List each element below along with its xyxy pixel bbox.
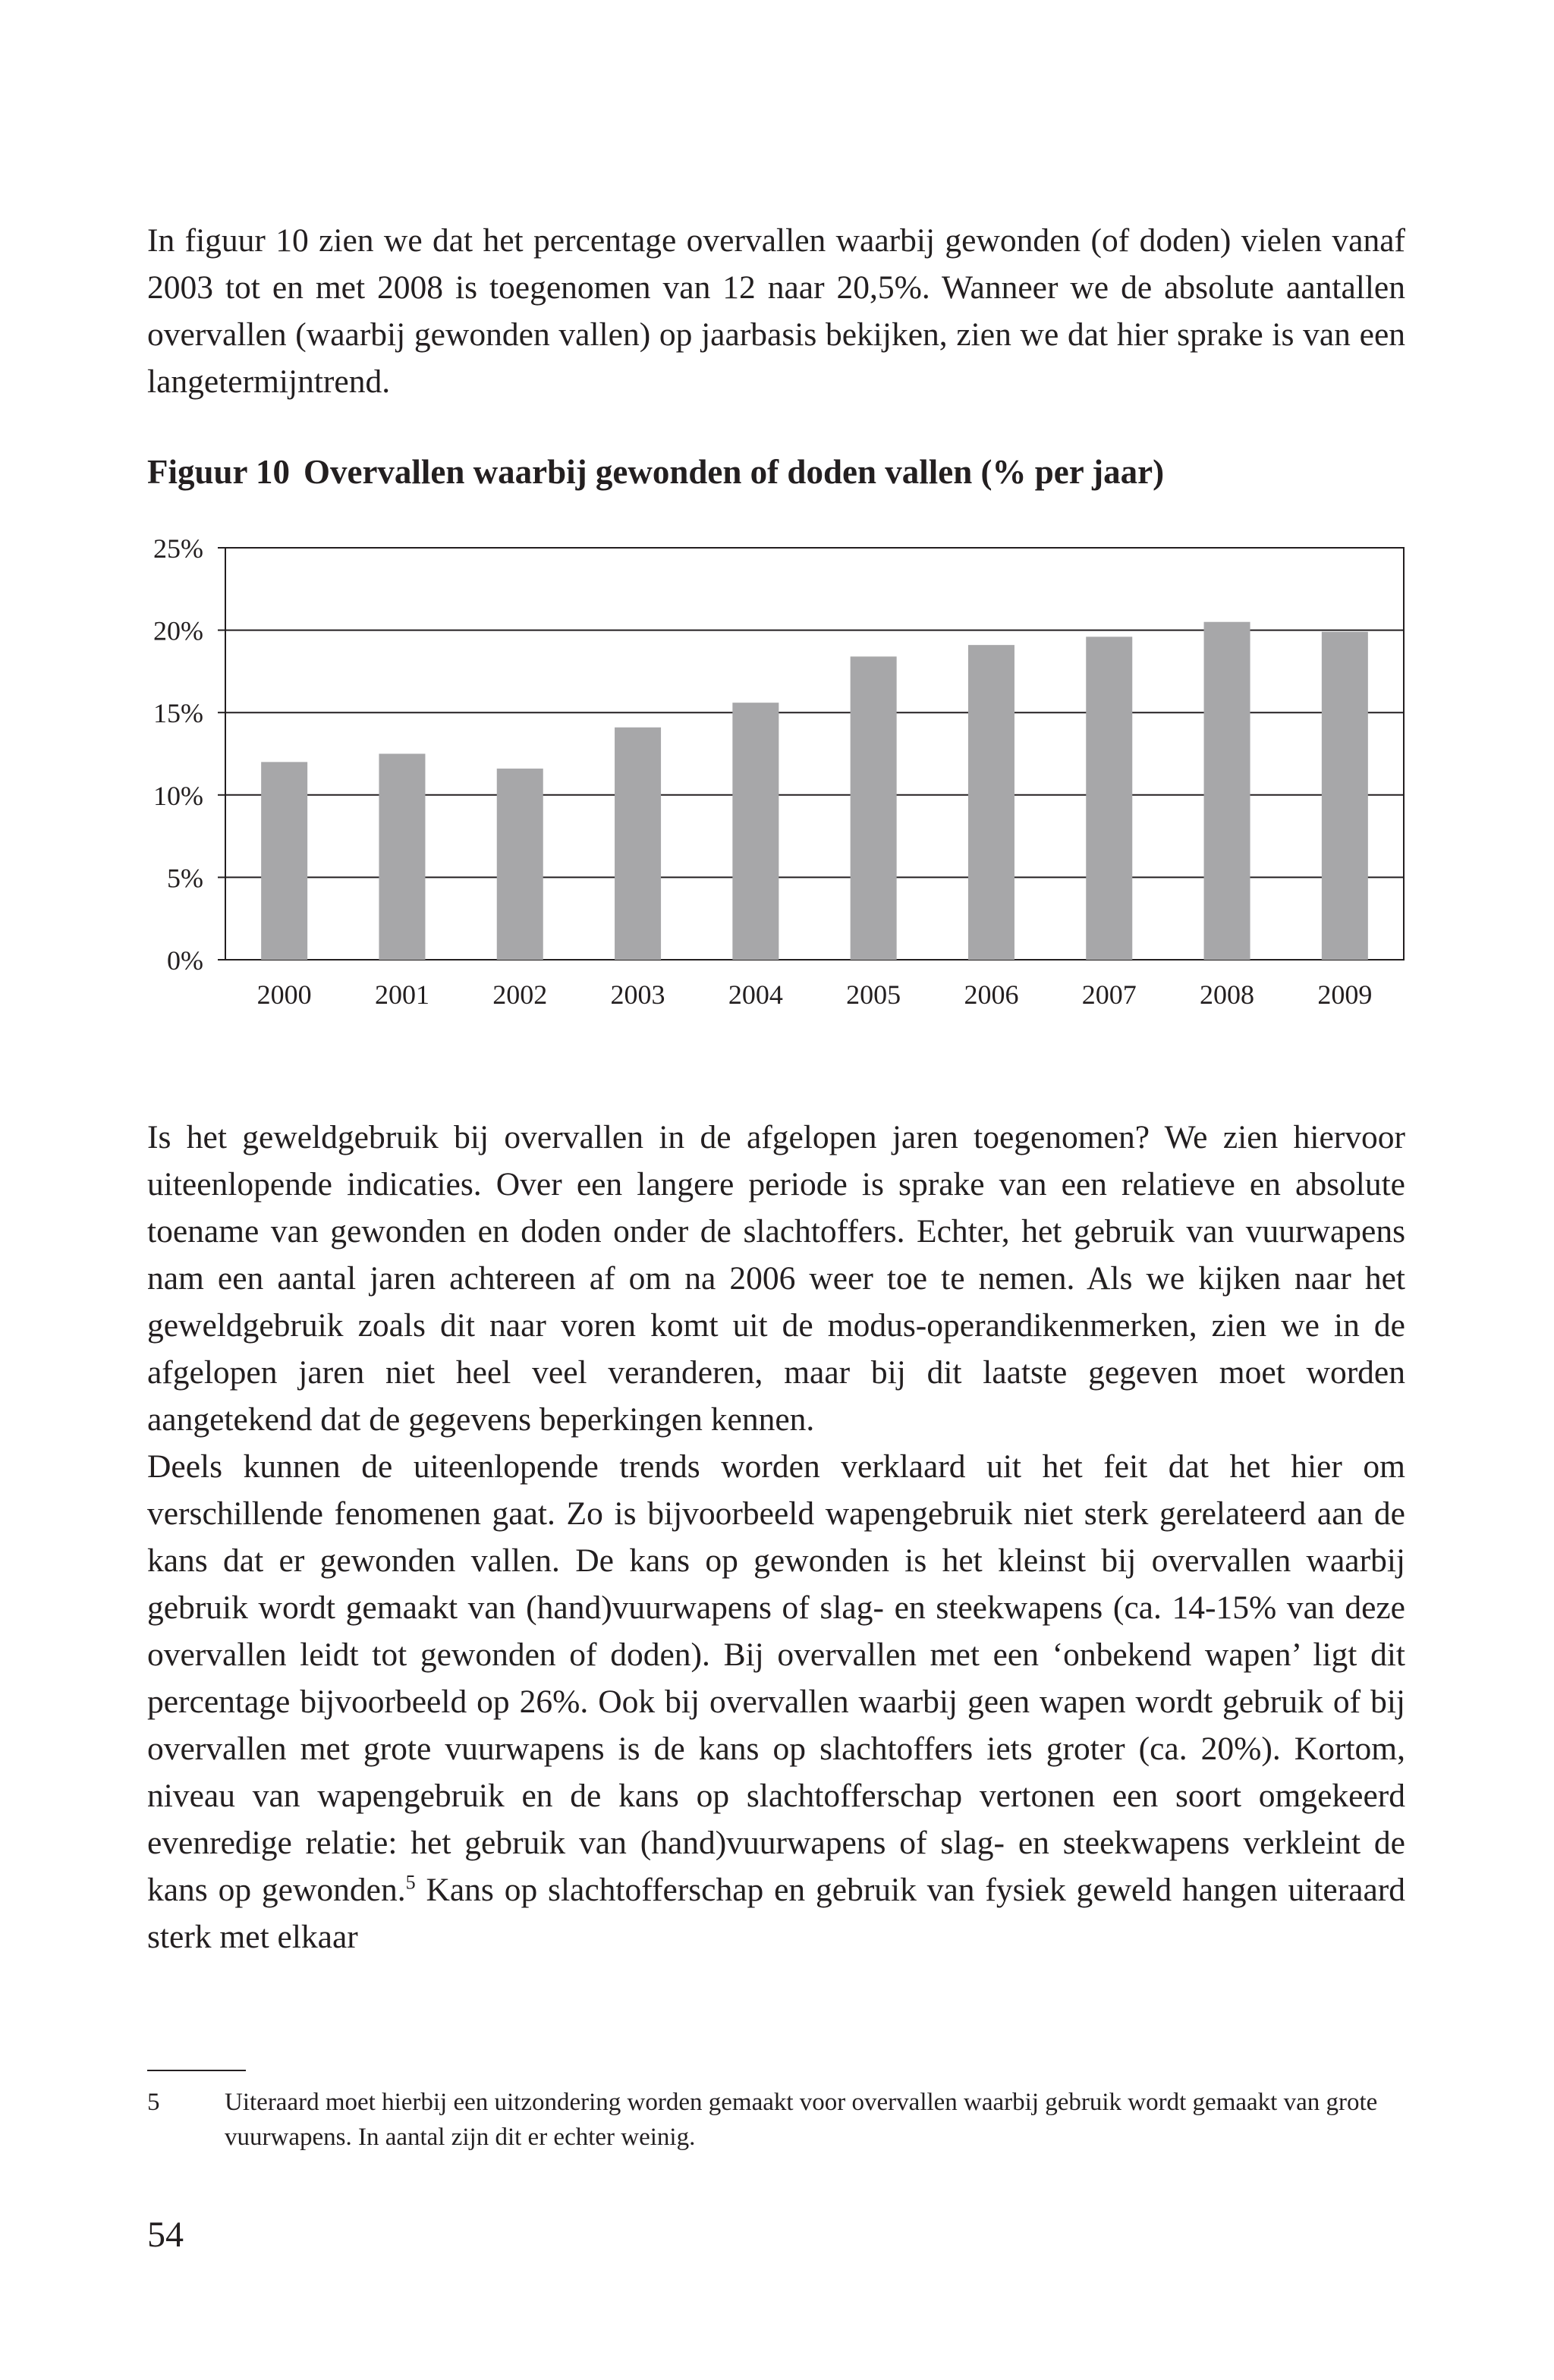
x-tick-label: 2000: [256, 979, 312, 1010]
paragraph-3-text: Deels kunnen de uiteenlopende trends worden verklaard uit het feit dat het hier om verschillende fenomenen gaat. Zo is bijvoorbeeld wapengebruik niet sterk gerelateerd aan de kans dat er gewonden vallen. De kans op gewonden is het kleinst bij overvallen waarbij gebruik wordt gemaakt van (hand)vuurwapens of slag- en steekwapens (ca. 14-15% van deze overvallen leidt tot gewonden of doden). Bij overvallen met een ‘onbekend wapen’ ligt dit percentage bijvoorbeeld op 26%. Ook bij overvallen waarbij geen wapen wordt gebruik of bij overvallen met grote vuurwapens is de kans op slachtoffers iets groter (ca. 20%). Kortom, niveau van wapengebruik en de kans op slachtofferschap vertonen een soort omgekeerd evenredige relatie: het gebruik van (hand)vuurwapens of slag- en steekwapens verkleint de kans op gewonden.: [147, 1448, 1405, 1908]
bar: [851, 656, 897, 960]
y-tick-label: 10%: [153, 780, 203, 811]
figure-label: Figuur 10: [147, 453, 290, 491]
footnote: [147, 2085, 1407, 2155]
bar: [1086, 637, 1132, 960]
bar: [732, 703, 779, 960]
y-tick-label: 0%: [167, 945, 203, 976]
footnote-number: 5: [147, 2089, 160, 2116]
footnote-text: Uiteraard moet hierbij een uitzondering worden gemaakt voor overvallen waarbij gebruik wordt gemaakt van grote vuurwapens. In aantal zijn dit er echter weinig.: [225, 2089, 1378, 2151]
y-tick-label: 15%: [153, 698, 203, 729]
x-tick-label: 2005: [846, 979, 901, 1010]
x-tick-label: 2002: [492, 979, 548, 1010]
bar: [379, 754, 425, 960]
bar-chart: [0, 0, 1554, 1062]
x-tick-label: 2003: [610, 979, 665, 1010]
y-tick-label: 5%: [167, 863, 203, 894]
page-number: 54: [147, 2215, 184, 2255]
figure-caption: Overvallen waarbij gewonden of doden vallen (% per jaar): [303, 453, 1165, 491]
bar: [261, 762, 307, 960]
intro-paragraph: In figuur 10 zien we dat het percentage overvallen waarbij gewonden (of doden) vielen vanaf 2003 tot en met 2008 is toegenomen van 12 naar 20,5%. Wanneer we de absolute aantallen overvallen (waarbij gewonden vallen) op jaarbasis bekijken, zien we dat hier sprake is van een langetermijntrend.: [147, 222, 1405, 400]
paragraph-2: Is het geweldgebruik bij overvallen in de afgelopen jaren toegenomen? We zien hiervoor uiteenlopende indicaties. Over een langere periode is sprake van een relatieve en absolute toename van gewonden en doden onder de slachtoffers. Echter, het gebruik van vuurwapens nam een aantal jaren achtereen af om na 2006 weer toe te nemen. Als we kijken naar het geweldgebruik zoals dit naar voren komt uit de modus-operandikenmerken, zien we in de afgelopen jaren niet heel veel veranderen, maar bij dit laatste gegeven moet worden aangetekend dat de gegevens beperkingen kennen.: [147, 1119, 1405, 1438]
y-tick-label: 20%: [153, 615, 203, 646]
x-tick-label: 2004: [728, 979, 783, 1010]
y-tick-label: 25%: [153, 533, 203, 564]
bar: [1204, 622, 1250, 960]
bar: [968, 645, 1015, 960]
bar: [497, 769, 543, 960]
x-tick-label: 2007: [1081, 979, 1137, 1010]
paragraph-3-continuation: Kans op slachtofferschap en gebruik van fysiek geweld hangen uiteraard sterk met elkaar: [147, 1872, 1406, 1955]
x-tick-label: 2008: [1200, 979, 1255, 1010]
paragraph-3: [147, 1443, 1405, 1960]
footnote-divider: [147, 2070, 246, 2071]
x-tick-label: 2001: [374, 979, 429, 1010]
footnote-reference[interactable]: 5: [405, 1871, 416, 1894]
x-tick-label: 2006: [964, 979, 1019, 1010]
x-tick-label: 2009: [1317, 979, 1373, 1010]
bar: [615, 728, 661, 960]
bar: [1322, 632, 1368, 960]
